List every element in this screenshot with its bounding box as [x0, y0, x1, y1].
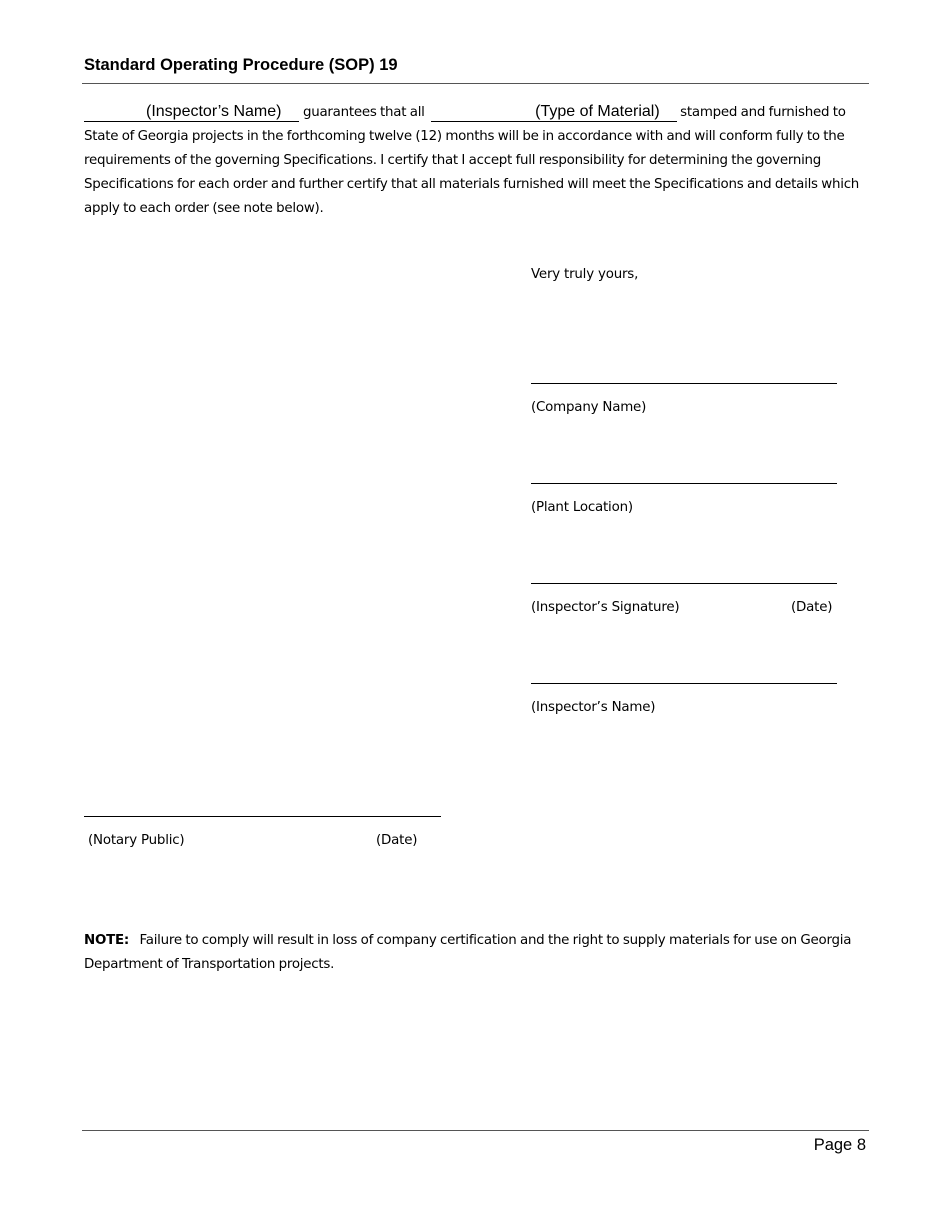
company-name-label: (Company Name) [531, 400, 647, 415]
inspector-signature-line [531, 583, 837, 584]
page-number: Page 8 [813, 1136, 866, 1154]
inspector-signature-label: (Inspector’s Signature) [531, 600, 680, 615]
inspector-signature-date-label: (Date) [791, 600, 833, 615]
note-text: Failure to comply will result in loss of company certification and the right to supply materials for use on Georgia Department of Transportation projects. [84, 933, 852, 972]
closing-salutation: Very truly yours, [531, 267, 639, 282]
notary-signature-line [84, 816, 441, 817]
footer-rule [82, 1130, 869, 1131]
header-rule [82, 83, 869, 84]
statement-text-part1: guarantees that all [299, 105, 429, 120]
page-header-title: Standard Operating Procedure (SOP) 19 [84, 56, 398, 74]
certification-statement [84, 101, 874, 221]
notary-date-label: (Date) [376, 833, 418, 848]
statement-text-part2: stamped and furnished to State of Georgia projects in the forthcoming twelve (12) months will be in accordance with and will conform fully to the requirements of the governing Specifications. I certify that I accept full responsibility for determining the governing Specifications for each order and further certify that all materials furnished will meet the Specifications and details which apply to each order (see note below). [84, 105, 860, 216]
inspector-name-line [531, 683, 837, 684]
note-label: NOTE: [84, 933, 129, 948]
note-paragraph [84, 929, 874, 977]
inspector-name-label: (Inspector’s Name) [531, 700, 656, 715]
company-name-line [531, 383, 837, 384]
plant-location-line [531, 483, 837, 484]
material-type-blank: (Type of Material) [431, 103, 676, 122]
notary-public-label: (Notary Public) [88, 833, 185, 848]
plant-location-label: (Plant Location) [531, 500, 633, 515]
inspector-name-blank: (Inspector’s Name) [84, 103, 299, 122]
